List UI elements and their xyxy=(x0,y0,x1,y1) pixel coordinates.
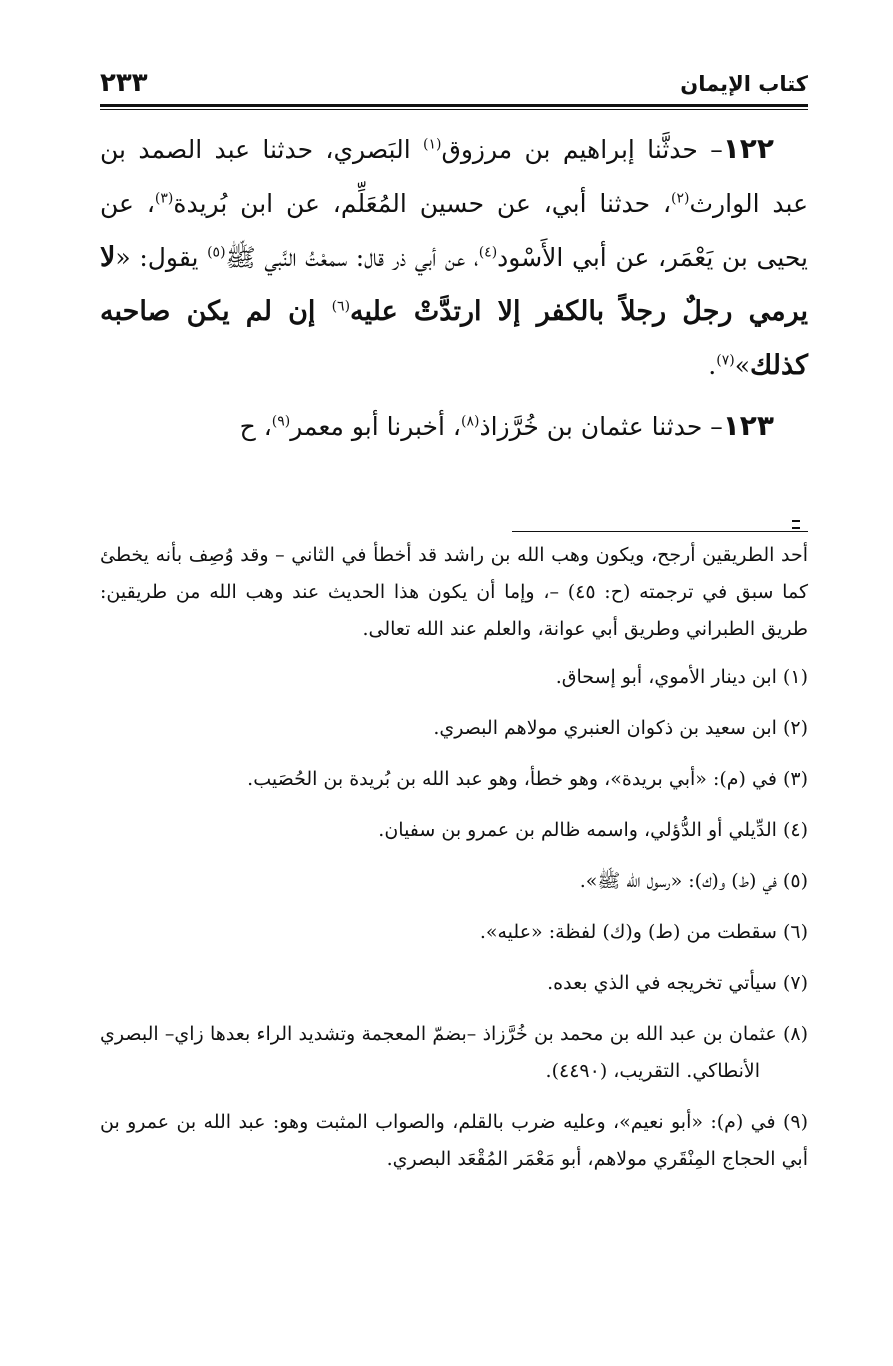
footnote-8: (٨) عثمان بن عبد الله بن محمد بن خُرَّزاذ –بضمّ المعجمة وتشديد الراء بعدها زاي– البصري الأنطاكي. التقريب، (٤٤٩٠). xyxy=(100,1023,808,1082)
hadith-matn: إن لم يكن صاحبه كذلك xyxy=(100,296,808,381)
hadith-matn: لا يرمي رجلٌ رجلاً بالكفر إلا ارتدَّتْ عليه xyxy=(100,242,808,327)
footnote-7: (٧) سيأتي تخريجه في الذي بعده. xyxy=(547,972,808,994)
footnote-9: (٩) في (م): «أبو نعيم»، وعليه ضرب بالقلم، والصواب المثبت وهو: عبد الله بن عمرو بن أبي الحجاج المِنْقَري مولاهم، أبو مَعْمَر المُقْعَد البصري. xyxy=(100,1111,808,1170)
footnotes xyxy=(100,537,808,1192)
footnote-1: (١) ابن دينار الأموي، أبو إسحاق. xyxy=(555,666,808,688)
footnote-ref: (٨) xyxy=(460,413,480,430)
footnote-ref: (٩) xyxy=(271,413,291,430)
hadith-text: ، ح xyxy=(239,412,272,441)
hadith-text: البَصري، حدثنا عبد الصمد بن عبد الوارث xyxy=(100,135,808,218)
hadith-122 xyxy=(100,122,808,393)
continuation-mark xyxy=(792,520,800,529)
hadith-text: ، عن أبي ذر قال: سمعْتُ النَّبي ﷺ xyxy=(225,243,479,272)
page-number: ٢٣٣ xyxy=(100,68,148,98)
footnote-ref: (١) xyxy=(422,136,442,153)
footnote-ref: (٧) xyxy=(716,352,735,369)
footnote-separator xyxy=(512,531,808,532)
footnote-ref: (٥) xyxy=(207,244,226,261)
footnote-ref: (٦) xyxy=(331,298,351,315)
footnote-ref: (٢) xyxy=(671,190,690,207)
header-rule xyxy=(100,104,808,107)
hadith-text: – حدثنا عثمان بن خُرَّزاذ xyxy=(479,412,723,441)
hadith-number: ١٢٣ xyxy=(722,409,774,442)
footnote-4: (٤) الدِّيلي أو الدُّؤلي، واسمه ظالم بن عمرو بن سفيان. xyxy=(378,819,808,841)
hadith-text: – حدثَّنا إبراهيم بن مرزوق xyxy=(441,135,723,164)
footnote-continuation: أحد الطريقين أرجح، ويكون وهب الله بن راشد قد أخطأ في الثاني – وقد وُصِف بأنه يخطئ كما سبق في ترجمته (ح: ٤٥) –، وإما أن يكون هذا الحديث عند وهب الله من طريقين: طريق الطبراني وطريق أبي عوانة، والعلم عند الله تعالى. xyxy=(100,544,808,640)
hadith-text: ، حدثنا أبي، عن حسين المُعَلِّم، عن ابن بُريدة xyxy=(173,189,672,218)
footnote-5: (٥) في (ط) و(ك): «رسول الله ﷺ». xyxy=(579,870,808,892)
footnote-3: (٣) في (م): «أبي بريدة»، وهو خطأ، وهو عبد الله بن بُريدة بن الحُصَيب. xyxy=(247,768,808,790)
running-header xyxy=(100,66,808,100)
hadith-text: يقول: « xyxy=(115,243,208,272)
main-text xyxy=(100,122,808,454)
hadith-text: ، أخبرنا أبو معمر xyxy=(290,412,461,441)
hadith-text: . xyxy=(708,351,717,380)
chapter-title: كتاب الإيمان xyxy=(680,72,808,96)
footnote-2: (٢) ابن سعيد بن ذكوان العنبري مولاهم البصري. xyxy=(433,717,808,739)
hadith-text: ، عن يحيى بن يَعْمَر، عن أبي الأَسْود xyxy=(100,189,809,272)
footnote-6: (٦) سقطت من (ط) و(ك) لفظة: «عليه». xyxy=(479,921,808,943)
hadith-number: ١٢٢ xyxy=(722,132,774,165)
footnote-ref: (٣) xyxy=(154,190,174,207)
hadith-123 xyxy=(100,399,808,454)
footnote-ref: (٤) xyxy=(478,244,498,261)
hadith-text: » xyxy=(734,351,750,380)
header-rule-thin xyxy=(100,109,808,110)
